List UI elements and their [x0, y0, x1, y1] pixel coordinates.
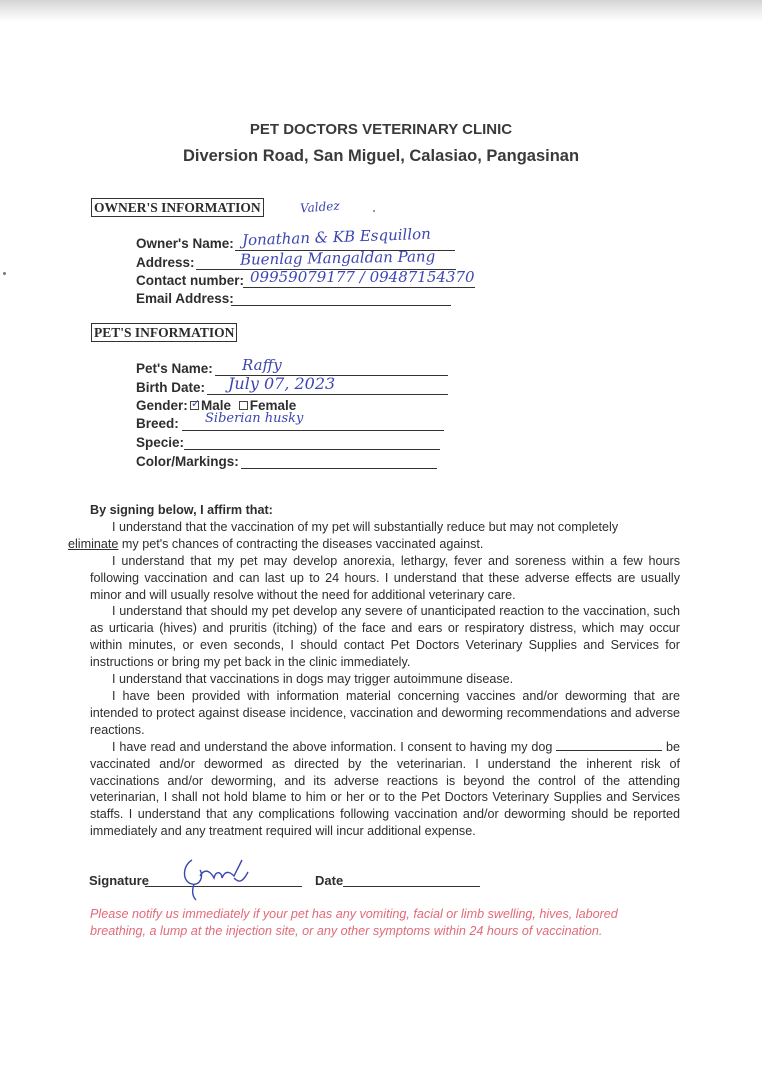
owner-name-label: Owner's Name: — [136, 236, 234, 251]
symptom-notice: Please notify us immediately if your pet has any vomiting, facial or limb swelling, hives, labored breathing, a lump at the injection site, or any other symptoms within 24 hours of vaccination. — [90, 907, 618, 938]
signature-label: Signature — [89, 873, 149, 888]
pet-name-field[interactable]: Raffy — [242, 356, 282, 374]
owner-section-title: OWNER'S INFORMATION — [91, 198, 264, 217]
consent-p1-underlined: eliminate — [68, 536, 119, 551]
owner-name-field[interactable]: Jonathan & KB Esquillon — [241, 224, 432, 250]
color-line — [241, 468, 437, 469]
consent-paragraph-4: I understand that vaccinations in dogs may trigger autoimmune disease. — [112, 672, 514, 687]
consent-paragraph-2: I understand that my pet may develop anorexia, lethargy, fever and soreness within a few hours following vaccination and can last up to 24 hours. I understand that these adverse effects are usually minor and will usually resolve without the need for additional veterinary care. — [90, 553, 680, 602]
consent-text — [68, 502, 681, 840]
consent-p6-text: I have read and understand the above information. I consent to having my dog — [112, 739, 553, 754]
breed-label: Breed: — [136, 416, 179, 431]
birth-date-label: Birth Date: — [136, 380, 206, 395]
dog-name-blank[interactable] — [556, 739, 662, 751]
gender-female-label: Female — [249, 398, 297, 413]
consent-paragraph-1 — [68, 519, 680, 553]
owner-name-note: Valdez — [299, 198, 341, 216]
contact-line — [243, 287, 475, 288]
email-line — [231, 305, 451, 306]
clinic-address: Diversion Road, San Miguel, Calasiao, Pangasinan — [182, 147, 580, 165]
contact-field[interactable]: 09959079177 / 09487154370 — [250, 268, 475, 286]
signed-name — [0, 0, 3, 1]
consent-p6-text-2: be vaccinated and/or dewormed as directed by the veterinarian. I understand the inherent risk of vaccinations and/or deworming, and its adverse reactions is beyond the control of the attending veterinarian, I shall not hold blame to him or her or to the Pet Doctors Veterinary Supplies and Services staffs. I understand that any complications following vaccination and/or deworming should be reported immediately and any treatment required will incur additional expense. — [90, 739, 681, 839]
gender-female-checkbox[interactable] — [239, 401, 248, 410]
color-label: Color/Markings: — [136, 454, 239, 469]
specie-label: Specie: — [136, 435, 185, 450]
clinic-name: PET DOCTORS VETERINARY CLINIC — [249, 121, 513, 138]
gender-male-checkbox[interactable]: ✓ — [191, 397, 201, 410]
pet-section-title: PET'S INFORMATION — [91, 323, 237, 342]
email-label: Email Address: — [136, 291, 234, 306]
handwritten-signature — [178, 852, 258, 902]
specie-line — [184, 449, 440, 450]
date-line — [343, 886, 480, 887]
pet-name-label: Pet's Name: — [136, 361, 213, 376]
consent-p1-text: I understand that the vaccination of my pet will substantially reduce but may not completely — [112, 519, 619, 534]
consent-heading: By signing below, I affirm that: — [90, 503, 273, 517]
date-label: Date — [315, 873, 344, 888]
contact-label: Contact number: — [136, 273, 244, 288]
breed-field[interactable]: Siberian husky — [205, 411, 304, 426]
consent-p1-text-2: my pet's chances of contracting the diseases vaccinated against. — [118, 536, 484, 551]
address-label: Address: — [136, 255, 195, 270]
consent-paragraph-3: I understand that should my pet develop any severe of unanticipated reaction to the vaccination, such as urticaria (hives) and pruritis (itching) of the face and ears or respiratory distress, which may occur within minutes, or even seconds, I should contact Pet Doctors Veterinary Supplies and Services for instructions or bring my pet back in the clinic immediately. — [90, 604, 680, 670]
birth-date-field[interactable]: July 07, 2023 — [228, 374, 336, 393]
gender-label: Gender: — [136, 398, 188, 413]
gender-male-label: Male — [201, 398, 232, 413]
address-field[interactable]: Buenlag Mangaldan Pang — [239, 247, 436, 269]
scan-speck — [373, 210, 375, 212]
scan-speck — [3, 272, 6, 275]
birth-date-line — [207, 394, 448, 395]
scan-top-edge — [0, 0, 762, 22]
consent-paragraph-6 — [90, 739, 680, 840]
breed-line — [182, 430, 444, 431]
consent-paragraph-5: I have been provided with information material concerning vaccines and/or deworming that are intended to protect against disease incidence, vaccination and deworming recommendations and adverse reactions. — [90, 688, 680, 737]
signature-field[interactable] — [178, 852, 258, 902]
